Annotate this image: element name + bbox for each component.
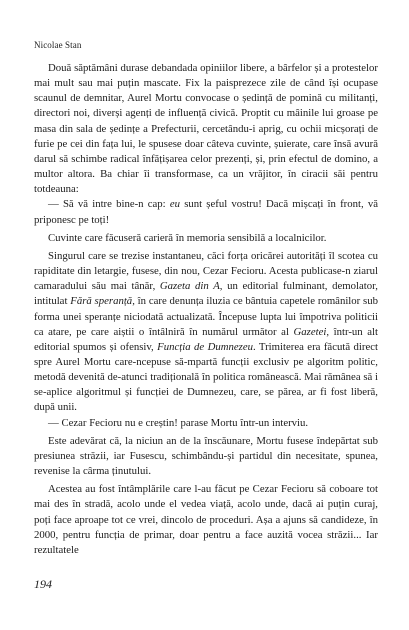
paragraph: Două săptămâni durase debandada opiniilor libere, a bârfelor și a protestelor mai mult sau mai puțin mascate. Fix la paisprezece zile de când își ocupase scaunul de demnitar, Aurel Mortu convocase o ședință de pomină cu militanți, directori noi, diverși agenți de influență civică. Proptit cu mâinile lui groase pe masa din sala de ședințe a Prefecturii, cercetându-i aprig, cu ochii micșorați de furie pe cei din fața lui, le spusese doar câteva cuvinte, șuierate, care însă avură darul să schimbe radical înfățișarea celor prezenți, și, prin efectul de domino, a multor altora. Ba chiar îi transformase, ca un vrăjitor, în ciracii săi pentru totdeauna: bbox=[34, 62, 378, 196]
paragraph: Cuvinte care făcuseră carieră în memoria sensibilă a localnicilor. bbox=[48, 231, 327, 244]
page-number: 194 bbox=[34, 577, 52, 591]
paragraph: Singurul care se trezise instantaneu, căci forța oricărei autorități îl scotea cu rapiditate din letargie, fusese, din nou, Cezar Fecioru. Acesta publicase-n ziarul camaradului său mai tânăr, Gazeta din A, un editorial fulminant, demolator, intitulat Fără speranță, în care denunța iluzia ce bântuia capetele românilor sub forma unei speranțe niciodată actualizată. Începuse lupta lui împotriva politicii ca atare, pe care aiștii o întâlniră în numărul următor al Gazetei, într-un alt editorial spumos și ofensiv, Funcția de Dumnezeu. Trimiterea era făcută direct spre Aurel Mortu care-ncepuse să-mpartă funcții exclusiv pe algoritm politic, metodă devenită de-atunci tradițională în politica românească. Mai rămânea să i se-aplice algoritmul și funcției de Dumnezeu, care, se părea, ar fi fost liberă, după unii. bbox=[34, 249, 378, 414]
dialogue-line: — Cezar Fecioru nu e creștin! parase Mortu într-un interviu. bbox=[48, 416, 309, 429]
dialogue-line: — Să vă intre bine-n cap: eu sunt șeful vostru! Dacă mișcați în front, vă priponesc pe toți! bbox=[34, 198, 378, 226]
paragraph: Este adevărat că, la niciun an de la înscăunare, Mortu fusese îndepărtat sub presiunea străzii, iar Fusescu, schimbându-și partidul din necesitate, spunea, revenise la cârma ținutului. bbox=[34, 434, 378, 478]
paragraph: Acestea au fost întâmplările care l-au făcut pe Cezar Fecioru să coboare tot mai des în stradă, acolo unde el vedea viață, acolo unde, dacă ai puțin curaj, poți face aproape tot ce vrei, dincolo de proceduri. Așa a ajuns să candideze, în 2000, pentru funcția de primar, doar pentru a face auzită vocea străzii... Iar rezultatele bbox=[34, 483, 378, 556]
running-head: Nicolae Stan bbox=[34, 40, 82, 50]
body-text bbox=[34, 61, 378, 558]
